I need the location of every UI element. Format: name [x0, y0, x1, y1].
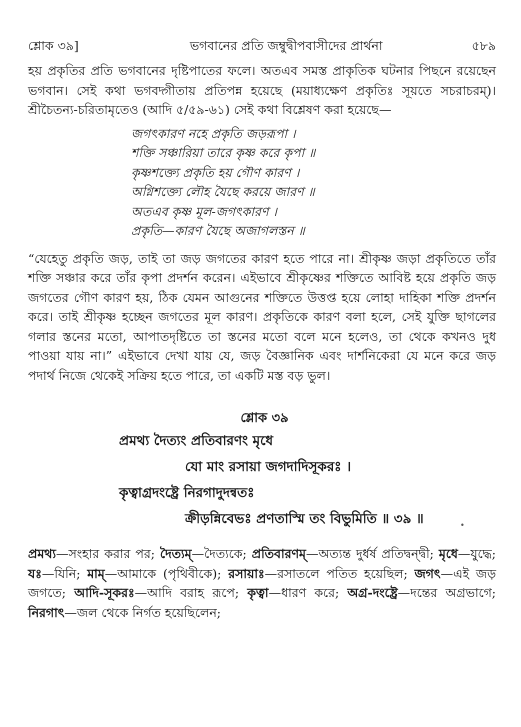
synonym-meaning: —অত্যন্ত দুর্ধর্ষ প্রতিদ্বন্দ্বী; [305, 546, 439, 561]
verse-line: কৃষ্ণশক্ত্যে প্রকৃতি হয় গৌণ কারণ । [131, 164, 300, 180]
print-speck: • [460, 521, 465, 530]
synonym-meaning: —যুদ্ধে; [457, 546, 496, 561]
sloka-line: কৃত্বাগ্রদংষ্ট্রে নিরগাদুদন্বতঃ [119, 485, 255, 501]
synonym-meaning: —দন্তের অগ্রভাগে; [397, 585, 496, 600]
quoted-verses [131, 124, 496, 241]
sloka-line: যো মাং রসায়া জগদাদিসূকরঃ । [185, 459, 352, 475]
header-chapter-title: ভগবানের প্রতি জম্বুদ্বীপবাসীদের প্রার্থনা [189, 38, 383, 53]
synonym-word: কৃত্বা [247, 585, 269, 600]
synonym-meaning: —সংহার করার পর; [56, 546, 161, 561]
synonym-word: নিরগাৎ [28, 604, 65, 620]
running-header [28, 38, 496, 54]
synonym-meaning: —এই জড় জগতে; [28, 565, 496, 600]
verse-line: অতএব কৃষ্ণ মূল-জগৎকারণ । [131, 203, 278, 219]
verse-line: শক্তি সঞ্চারিয়া তারে কৃষ্ণ করে কৃপা ॥ [131, 145, 316, 160]
sloka-title: শ্লোক ৩৯ [240, 411, 289, 426]
verse-line: প্রকৃতি—কারণ যৈছে অজাগলস্তন ॥ [131, 223, 305, 238]
page [28, 38, 496, 622]
verse-line: অগ্নিশক্ত্যে লৌহ যৈছে করয়ে জারণ ॥ [131, 184, 315, 199]
synonym-word: মাম্ [87, 565, 105, 581]
synonym-meaning: —আদি বরাহ রূপে; [134, 585, 248, 600]
synonym-word: জগৎ [414, 565, 441, 581]
synonym-word: মৃধে [438, 546, 458, 561]
synonym-word: অগ্র-দংষ্ট্রে [347, 585, 398, 600]
synonym-word: প্রতিবারণম্ [251, 546, 306, 561]
synonym-word: প্রমথ্য [28, 546, 56, 561]
synonym-meaning: —আমাকে (পৃথিবীকে); [104, 565, 229, 581]
sloka-line: প্রমথ্য দৈত্যং প্রতিবারণং মৃধে [119, 433, 274, 449]
page-number: ৫৮৯ [471, 38, 496, 53]
synonym-meaning: —রসাতলে পতিত হয়েছিল; [264, 565, 415, 581]
sloka-block [28, 409, 496, 532]
word-for-word-synonyms [28, 544, 496, 622]
intro-paragraph: হয় প্রকৃতির প্রতি ভগবানের দৃষ্টিপাতের ফলে। অতএব সমস্ত প্রাকৃতিক ঘটনার পিছনে রয়েছেন ভগবান। সেই কথা ভগবদ্গীতায় প্রতিপন্ন হয়েছে (ময়াধ্যক্ষেণ প্রকৃতিঃ সূয়তে সচরাচরম্)। শ্রীচৈতন্য-চরিতামৃতেও (আদি ৫/৫৯-৬১) সেই কথা বিশ্লেষণ করা হয়েছে— [28, 63, 496, 117]
synonym-word: যঃ [28, 565, 42, 581]
synonym-meaning: —জল থেকে নির্গত হয়েছিলেন; [64, 604, 221, 620]
synonym-meaning: —যিনি; [41, 565, 88, 581]
synonym-meaning: —ধারণ করে; [268, 585, 348, 600]
sloka-line: ক্রীড়ন্নিবেভঃ প্রণতাস্মি তং বিভুমিতি ॥ ৩৯ ॥ [185, 511, 424, 527]
header-verse-ref: শ্লোক ৩৯] [28, 38, 79, 53]
translation-paragraph: “যেহেতু প্রকৃতি জড়, তাই তা জড় জগতের কারণ হতে পারে না। শ্রীকৃষ্ণ জড়া প্রকৃতিতে তাঁর শক্তি সঞ্চার করে তাঁর কৃপা প্রদর্শন করেন। এইভাবে শ্রীকৃষ্ণের শক্তিতে আবিষ্ট হয়ে প্রকৃতি জড় জগতের গৌণ কারণ হয়, ঠিক যেমন আগুনের শক্তিতে উত্তপ্ত হয়ে লোহা দাহিকা শক্তি প্রদর্শন করে। তাই শ্রীকৃষ্ণ হচ্ছেন জগতের মূল কারণ। প্রকৃতিকে কারণ বলা হলে, সেই যুক্তি ছাগলের গলার স্তনের মতো, আপাতদৃষ্টিতে তা স্তনের মতো বলে মনে হলেও, তা থেকে কখনও দুধ পাওয়া যায় না।” এইভাবে দেখা যায় যে, জড় বৈজ্ঞানিক এবং দার্শনিকেরা যে মনে করে জড় পদার্থ নিজে থেকেই সক্রিয় হতে পারে, তা একটি মস্ত বড় ভুল। [28, 250, 496, 383]
synonym-word: আদি-সূকরঃ [74, 585, 135, 600]
synonym-word: রসায়াঃ [228, 565, 265, 581]
synonym-meaning: —দৈত্যকে; [191, 546, 252, 561]
verse-line: জগৎকারণ নহে প্রকৃতি জড়রূপা । [131, 125, 296, 141]
synonym-word: দৈত্যম্ [160, 546, 192, 561]
